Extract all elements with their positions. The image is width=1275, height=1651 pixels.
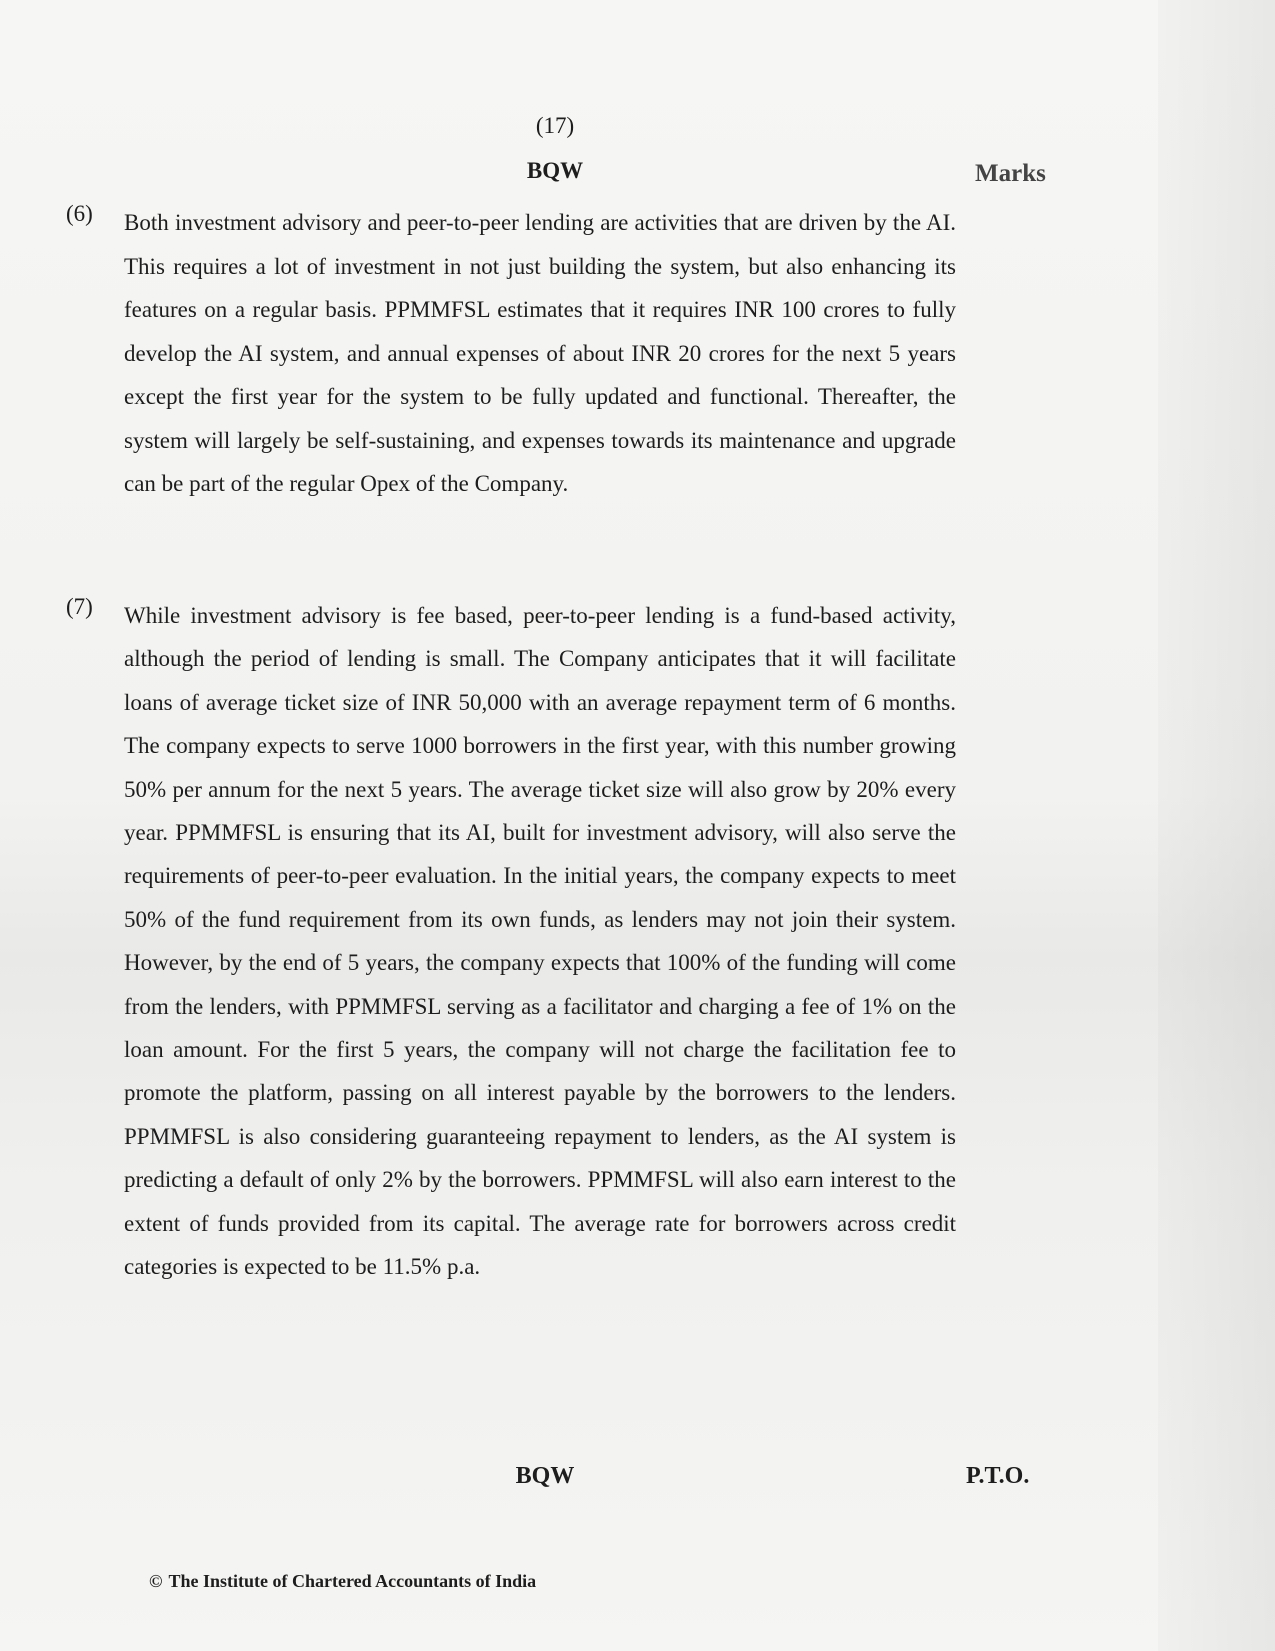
question-6	[60, 201, 960, 506]
copyright-text: The Institute of Chartered Accountants of India	[168, 1571, 537, 1591]
copyright-symbol: ©	[149, 1571, 163, 1591]
question-7	[60, 594, 960, 1289]
question-number: (6)	[66, 201, 93, 226]
question-number: (7)	[66, 594, 93, 619]
page-edge-shadow	[1158, 0, 1275, 1651]
pto-label: P.T.O.	[966, 1463, 1030, 1489]
question-text: Both investment advisory and peer-to-peer lending are activities that are driven by the AI. This requires a lot of investment in not just building the system, but also enhancing its features on a regular basis. PPMMFSL estimates that it requires INR 100 crores to fully develop the AI system, and annual expenses of about INR 20 crores for the next 5 years except the first year for the system to be fully updated and functional. Thereafter, the system will largely be self-sustaining, and expenses towards its maintenance and upgrade can be part of the regular Opex of the Company.	[124, 210, 956, 496]
page-number: (17)	[535, 113, 575, 138]
paper-code-header: BQW	[526, 158, 584, 183]
copyright-notice	[149, 1571, 536, 1592]
paper-code-footer: BQW	[515, 1463, 575, 1489]
marks-label: Marks	[975, 160, 1046, 187]
question-text: While investment advisory is fee based, peer-to-peer lending is a fund-based activity, although the period of lending is small. The Company anticipates that it will facilitate loans of average ticket size of INR 50,000 with an average repayment term of 6 months. The company expects to serve 1000 borrowers in the first year, with this number growing 50% per annum for the next 5 years. The average ticket size will also grow by 20% every year. PPMMFSL is ensuring that its AI, built for investment advisory, will also serve the requirements of peer-to-peer evaluation. In the initial years, the company expects to meet 50% of the fund requirement from its own funds, as lenders may not join their system. However, by the end of 5 years, the company expects that 100% of the funding will come from the lenders, with PPMMFSL serving as a facilitator and charging a fee of 1% on the loan amount. For the first 5 years, the company will not charge the facilitation fee to promote the platform, passing on all interest payable by the borrowers to the lenders. PPMMFSL is also considering guaranteeing repayment to lenders, as the AI system is predicting a default of only 2% by the borrowers. PPMMFSL will also earn interest to the extent of funds provided from its capital. The average rate for borrowers across credit categories is expected to be 11.5% p.a.	[124, 603, 956, 1280]
